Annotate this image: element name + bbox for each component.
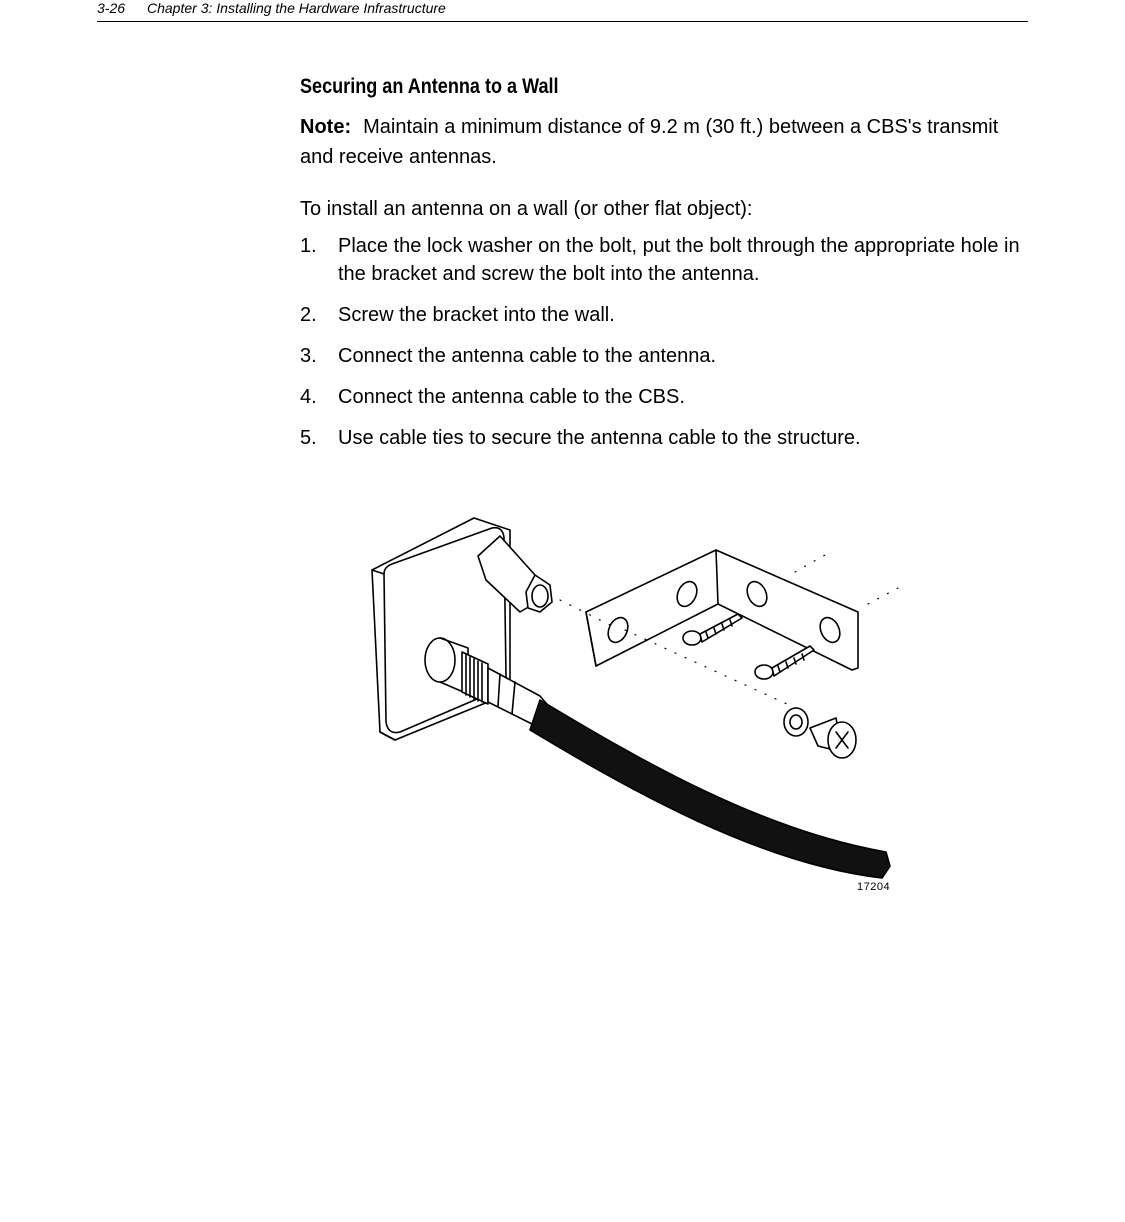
figure-id: 17204 bbox=[857, 881, 891, 893]
step-text: Connect the antenna cable to the CBS. bbox=[338, 386, 685, 408]
step-number: 2. bbox=[300, 304, 317, 326]
list-item bbox=[300, 342, 1030, 370]
note bbox=[300, 112, 1030, 172]
step-text: Screw the bracket into the wall. bbox=[338, 304, 615, 326]
list-item bbox=[300, 232, 1030, 288]
running-header bbox=[97, 0, 1028, 22]
step-number: 1. bbox=[300, 235, 317, 257]
list-item bbox=[300, 301, 1030, 329]
page-number: 3-26 bbox=[97, 0, 126, 16]
step-text: Use cable ties to secure the antenna cable to the structure. bbox=[338, 427, 861, 449]
note-text: Maintain a minimum distance of 9.2 m (30 ft.) between a CBS's transmit and receive antennas. bbox=[300, 116, 999, 168]
step-text: Place the lock washer on the bolt, put the bolt through the appropriate hole in the bracket and screw the bolt into the antenna. bbox=[338, 235, 1020, 285]
section-title: Securing an Antenna to a Wall bbox=[300, 75, 559, 98]
step-number: 3. bbox=[300, 345, 317, 367]
step-number: 5. bbox=[300, 427, 317, 449]
list-item bbox=[300, 383, 1030, 411]
list-item bbox=[300, 424, 1030, 452]
antenna-wall-mount-illustration bbox=[360, 510, 900, 900]
l-bracket bbox=[586, 550, 858, 670]
intro-text: To install an antenna on a wall (or other flat object): bbox=[300, 198, 753, 220]
step-number: 4. bbox=[300, 386, 317, 408]
step-text: Connect the antenna cable to the antenna. bbox=[338, 345, 717, 367]
steps-list bbox=[300, 232, 1030, 452]
section-body bbox=[300, 72, 1030, 465]
note-label: Note: bbox=[300, 116, 352, 138]
lock-washer bbox=[784, 708, 808, 736]
mounting-bolt bbox=[810, 718, 856, 758]
chapter-title: Chapter 3: Installing the Hardware Infrastructure bbox=[147, 0, 446, 16]
